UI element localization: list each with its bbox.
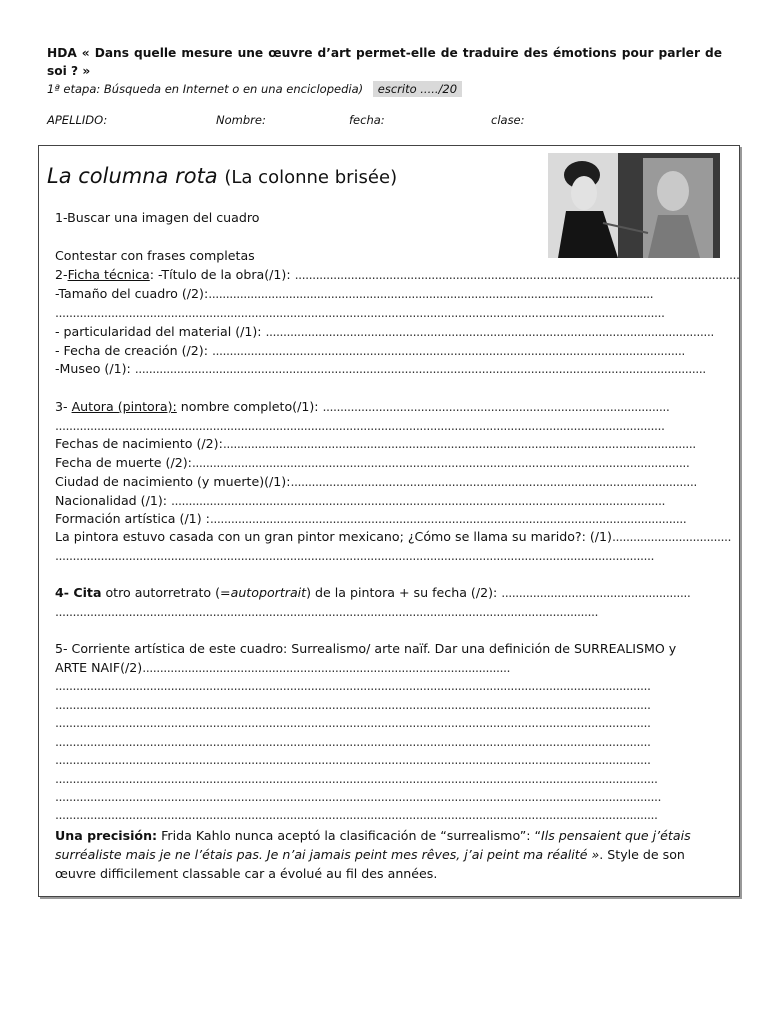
- answer-line: .......................................................................................................................................: [211, 343, 685, 358]
- fecha-nacimiento-line: [55, 435, 696, 454]
- answer-line: ..............................................................................................................................................................................: [55, 418, 665, 433]
- answer-line: ..........................................................................................................................................................................: [55, 678, 651, 693]
- title-spanish: La columna rota: [47, 164, 218, 188]
- answer-line: ....................................................................................................................: [290, 474, 697, 489]
- apellido-field: APELLIDO:: [47, 113, 108, 127]
- answer-line: ..........................................................................................................................................................................: [55, 697, 651, 712]
- answer-line: ...............................................................................................................................: [208, 286, 654, 301]
- answer-line: ...................................................................................................: [322, 399, 670, 414]
- q2-num: 2-: [55, 267, 68, 282]
- precision-label: Una precisión:: [55, 828, 158, 843]
- fecha-nacimiento-label: Fechas de nacimiento (/2):: [55, 436, 223, 451]
- title-french: (La colonne brisée): [224, 167, 398, 188]
- precision-quote: Ils pensaient que j’étais surréaliste mais je ne l’étais pas. Je n’ai jamais peint mes rêves, j’ai peint ma réalité »: [55, 828, 691, 862]
- arte-naif-label: ARTE NAIF(/2): [55, 660, 143, 675]
- portrait-image: [548, 153, 720, 258]
- autoportrait-word: autoportrait: [230, 585, 307, 600]
- answer-line: ......................................................: [501, 585, 691, 600]
- casada-label: La pintora estuvo casada con un gran pintor mexicano; ¿Cómo se llama su marido?: (/1): [55, 529, 612, 544]
- clase-field: clase:: [491, 113, 525, 127]
- formacion-line: [55, 510, 686, 529]
- q4-num: 4-: [55, 585, 74, 600]
- worksheet-header: [47, 44, 722, 98]
- answer-line: ...........................................................................................................................................................: [55, 604, 598, 619]
- answer-line: ...................................................................................................................................................................: [134, 361, 706, 376]
- answer-line: ...........................................................................................................................................................................: [55, 548, 655, 563]
- formacion-label: Formación artística (/1) :: [55, 511, 210, 526]
- answer-line: ..............................................................................................................................................................................: [55, 305, 665, 320]
- answer-line: ..........................................................................................................................................................................: [55, 734, 651, 749]
- answer-line: ...............................................................................................................................: [294, 267, 740, 282]
- q4-text-1: otro autorretrato (=: [101, 585, 231, 600]
- casada-line: [55, 528, 731, 547]
- answer-line: ..................................: [611, 529, 732, 544]
- answer-line: .............................................................................................................................................................................: [55, 789, 662, 804]
- answer-line: .............................................................................................................................................: [171, 493, 665, 508]
- question-3: [55, 398, 669, 417]
- answer-line: .........................................................................................................: [142, 660, 511, 675]
- escrito-score: escrito ...../20: [373, 81, 462, 97]
- hda-title: HDA « Dans quelle mesure une œuvre d’art permet-elle de traduire des émotions pour parler de soi ? »: [47, 46, 722, 78]
- tamano-line: [55, 285, 653, 304]
- material-line: [55, 323, 714, 342]
- fecha-creacion-line: [55, 342, 685, 361]
- contestar-instruction: Contestar con frases completas: [55, 248, 255, 263]
- page-title: [47, 164, 397, 188]
- fecha-muerte-line: [55, 454, 689, 473]
- etapa-text: 1ª etapa: Búsqueda en Internet o en una enciclopedia): [47, 82, 364, 96]
- answer-line: ............................................................................................................................................................................: [55, 807, 658, 822]
- question-2-titulo: [55, 266, 740, 285]
- precision-text-2: . Style de son œuvre difficilement classable car a évolué au fil des années.: [55, 847, 685, 881]
- tamano-label: -Tamaño del cuadro (/2):: [55, 286, 209, 301]
- answer-line: ................................................................................................................................: [265, 324, 714, 339]
- cita-label: Cita: [73, 585, 102, 600]
- answer-line: .......................................................................................................................................: [222, 436, 696, 451]
- frida-kahlo-photo: [548, 153, 720, 258]
- question-1: 1-Buscar una imagen del cuadro: [55, 210, 260, 225]
- q4-text-2: ) de la pintora + su fecha (/2):: [306, 585, 502, 600]
- fecha-field: fecha:: [349, 113, 385, 127]
- answer-line: ..............................................................................................................................................: [191, 455, 690, 470]
- answer-line: ..........................................................................................................................................................................: [55, 752, 651, 767]
- nacionalidad-line: [55, 492, 665, 511]
- ficha-tecnica-label: Ficha técnica: [67, 267, 150, 282]
- question-5-line-2: [55, 659, 510, 678]
- question-4: [55, 584, 690, 603]
- question-5-line-1: 5- Corriente artística de este cuadro: Surrealismo/ arte naïf. Dar una definición de SURREALISMO y: [55, 641, 677, 656]
- precision-text-1: Frida Kahlo nunca aceptó la clasificación de “surrealismo”: “: [157, 828, 541, 843]
- material-label: - particularidad del material (/1):: [55, 324, 266, 339]
- q3-num: 3-: [55, 399, 72, 414]
- fecha-muerte-label: Fecha de muerte (/2):: [55, 455, 192, 470]
- museo-line: [55, 360, 706, 379]
- autora-label: Autora (pintora):: [71, 399, 177, 414]
- museo-label: -Museo (/1):: [55, 361, 135, 376]
- etapa-line: [47, 80, 722, 98]
- ciudad-line: [55, 473, 697, 492]
- precision-note: [55, 826, 725, 883]
- titulo-label: : -Título de la obra(/1):: [149, 267, 295, 282]
- nacionalidad-label: Nacionalidad (/1):: [55, 493, 172, 508]
- questions-box: [38, 145, 740, 897]
- answer-line: ........................................................................................................................................: [209, 511, 687, 526]
- fecha-creacion-label: - Fecha de creación (/2):: [55, 343, 212, 358]
- answer-line: ..........................................................................................................................................................................: [55, 715, 651, 730]
- answer-line: ............................................................................................................................................................................: [55, 771, 658, 786]
- ciudad-label: Ciudad de nacimiento (y muerte)(/1):: [55, 474, 291, 489]
- nombre-completo-label: nombre completo(/1):: [176, 399, 323, 414]
- nombre-field: Nombre:: [216, 113, 266, 127]
